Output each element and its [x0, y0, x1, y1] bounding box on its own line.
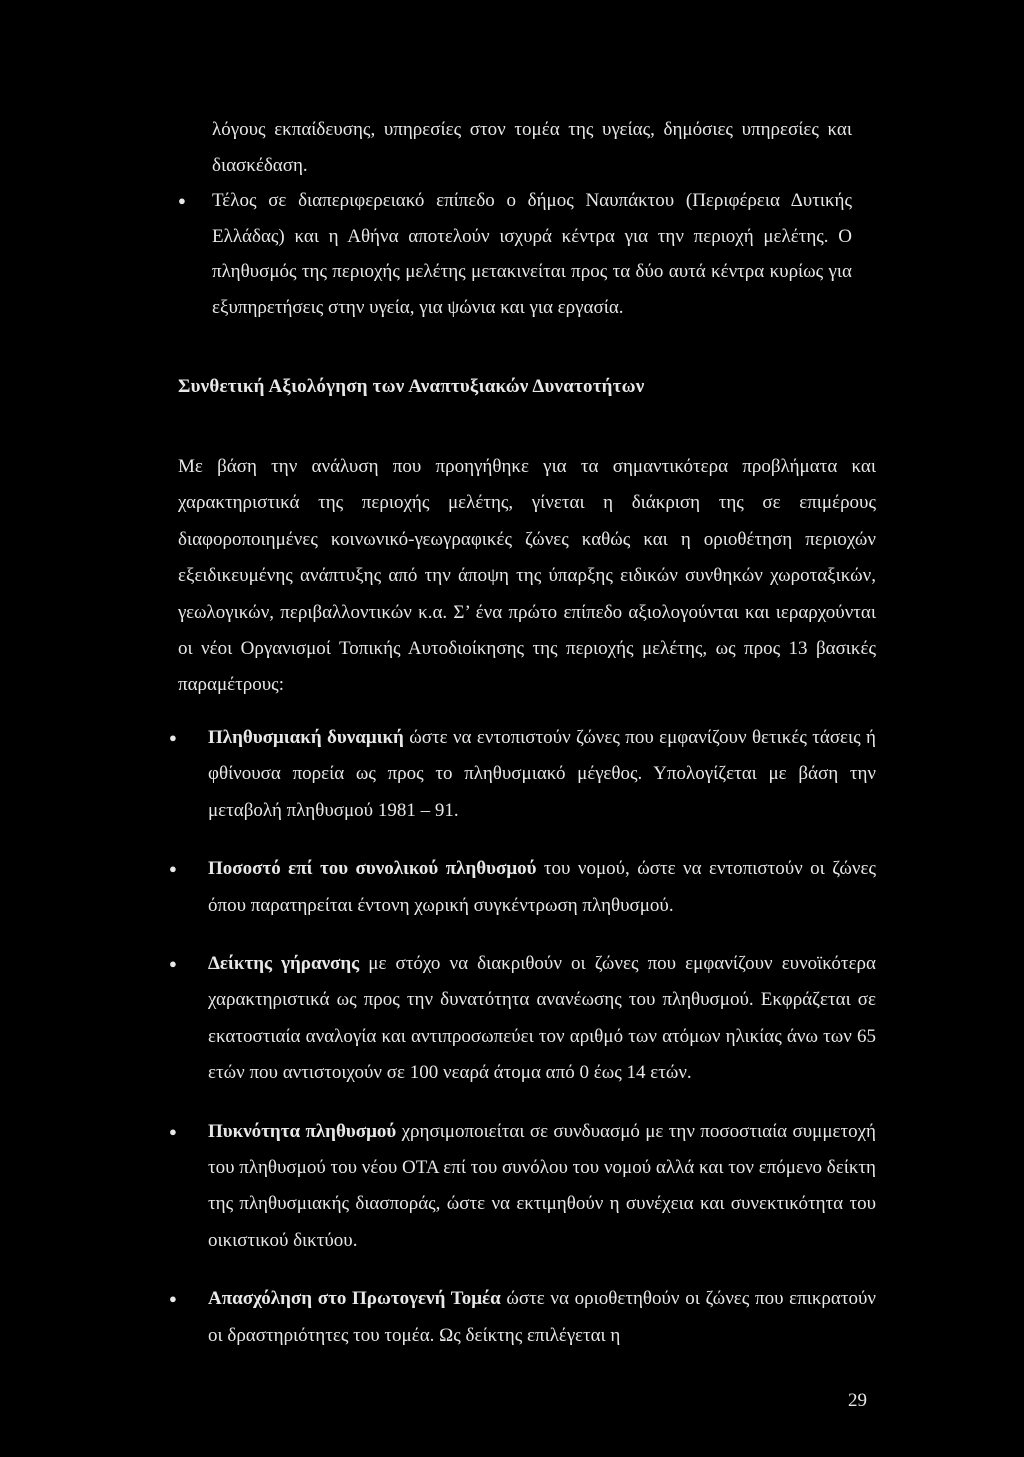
- list-item: [169, 720, 876, 829]
- bullet-icon: ●: [169, 1123, 177, 1139]
- criterion-text: χρησιμοποιείται σε συνδυασμό με την ποσοστιαία συμμετοχή του πληθυσμού του νέου ΟΤΑ επί του συνόλου του νομού αλλά και τον επόμενο δείκτη της πληθυσμιακής διασποράς, ώστε να εκτιμηθούν η συνέχεια και συνεκτικότητα του οικιστικού δικτύου.: [208, 1120, 876, 1251]
- bullet-icon: ●: [169, 1291, 177, 1307]
- bullet-icon: ●: [169, 956, 177, 972]
- list-item: [169, 1114, 876, 1260]
- list-item: [169, 946, 876, 1092]
- criterion-term: Απασχόληση στο Πρωτογενή Τομέα: [208, 1288, 501, 1310]
- bullet-icon: ●: [169, 730, 177, 745]
- intro-bullet-text: Τέλος σε διαπεριφερειακό επίπεδο ο δήμος Ναυπάκτου (Περιφέρεια Δυτικής Ελλάδας) και η Αθήνα αποτελούν ισχυρά κέντρα για την περιοχή μελέτης. Ο πληθυσμός της περιοχής μελέτης μετακινείται προς τα δύο αυτά κέντρα κυρίως για εξυπηρετήσεις στην υγεία, για ψώνια και για εργασία.: [212, 190, 852, 318]
- bullet-icon: ●: [178, 193, 186, 208]
- intro-bullet-item: [178, 183, 852, 325]
- criterion-text: με στόχο να διακριθούν οι ζώνες που εμφανίζουν ευνοϊκότερα χαρακτηριστικά ως προς την δυνατότητα ανανέωσης του πληθυσμού. Εκφράζεται σε εκατοστιαία αναλογία και αντιπροσωπεύει τον αριθμό των ατόμων ηλικίας άνω των 65 ετών που αντιστοιχούν σε 100 νεαρά άτομα από 0 έως 14 ετών.: [208, 953, 876, 1084]
- intro-block: [178, 112, 852, 325]
- criterion-term: Πληθυσμιακή δυναμική: [208, 727, 404, 748]
- section-heading: Συνθετική Αξιολόγηση των Αναπτυξιακών Δυνατοτήτων: [178, 376, 645, 397]
- criterion-term: Πυκνότητα πληθυσμού: [208, 1120, 397, 1142]
- criterion-text: του νομού, ώστε να εντοπιστούν οι ζώνες όπου παρατηρείται έντονη χωρική συγκέντρωση πληθυσμού.: [208, 858, 876, 916]
- criterion-text: ώστε να οριοθετηθούν οι ζώνες που επικρατούν οι δραστηριότητες του τομέα. Ως δείκτης επιλέγεται η: [208, 1288, 876, 1346]
- list-item: [169, 1281, 876, 1354]
- criterion-term: Δείκτης γήρανσης: [208, 953, 360, 975]
- intro-continued-text: λόγους εκπαίδευσης, υπηρεσίες στον τομέα της υγείας, δημόσιες υπηρεσίες και διασκέδαση.: [212, 119, 852, 176]
- bullet-icon: ●: [169, 861, 177, 877]
- criteria-list: [169, 720, 876, 1354]
- criterion-term: Ποσοστό επί του συνολικού πληθυσμού: [208, 858, 537, 880]
- page-number: 29: [848, 1390, 867, 1411]
- criterion-text: ώστε να εντοπιστούν ζώνες που εμφανίζουν θετικές τάσεις ή φθίνουσα πορεία ως προς το πληθυσμιακό μέγεθος. Υπολογίζεται με βάση την μεταβολή πληθυσμού 1981 – 91.: [208, 727, 876, 821]
- section-paragraph: Με βάση την ανάλυση που προηγήθηκε για τα σημαντικότερα προβλήματα και χαρακτηριστικά της περιοχής μελέτης, γίνεται η διάκριση της σε επιμέρους διαφοροποιημένες κοινωνικό-γεωγραφικές ζώνες καθώς και η οριοθέτηση περιοχών εξειδικευμένης ανάπτυξης από την άποψη της ύπαρξης ειδικών συνθηκών χωροταξικών, γεωλογικών, περιβαλλοντικών κ.α. Σ’ ένα πρώτο επίπεδο αξιολογούνται και ιεραρχούνται οι νέοι Οργανισμοί Τοπικής Αυτοδιοίκησης της περιοχής μελέτης, ως προς 13 βασικές παραμέτρους:: [178, 456, 876, 696]
- list-item: [169, 851, 876, 924]
